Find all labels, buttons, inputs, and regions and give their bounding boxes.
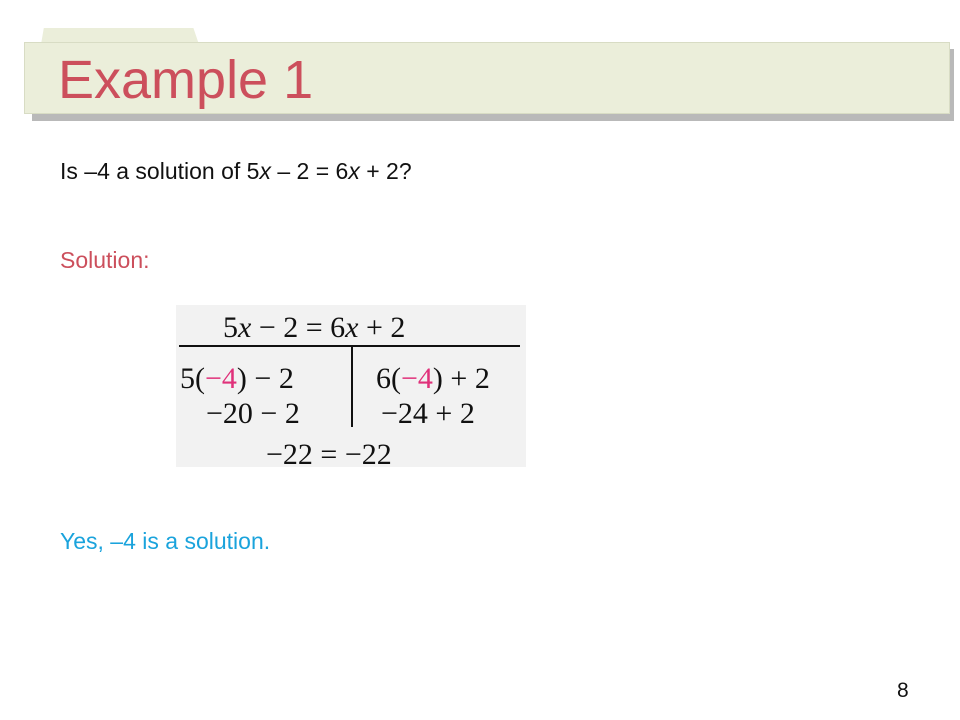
simplify-right: −24 + 2 [381,397,475,430]
substitution-right-close: ) + 2 [432,362,490,395]
equation-left-coefficient: 5 [223,311,238,344]
simplify-left: −20 − 2 [206,397,300,430]
substitution-right [376,361,490,397]
slide-title: Example 1 [58,50,314,110]
question-text [60,156,412,186]
substituted-value-left: −4 [205,362,237,395]
question-suffix: + 2? [359,158,412,184]
equation-middle: − 2 = 6 [251,311,346,344]
equation-left-variable: x [238,311,252,344]
equation-right-variable: x [345,311,359,344]
equation-right-tail: + 2 [358,311,406,344]
answer-text: Yes, –4 is a solution. [60,528,271,554]
page-number: 8 [897,679,909,702]
equation-line [223,310,405,346]
substitution-left-close: ) − 2 [236,362,294,395]
vertical-divider [351,347,353,427]
substitution-right-open: 6( [376,362,401,395]
question-prefix: Is –4 a solution of 5 [60,158,260,184]
substitution-left-open: 5( [180,362,205,395]
substitution-left [180,361,294,397]
solution-label: Solution: [60,247,150,273]
question-variable-x: x [348,158,360,184]
question-variable-x: x [259,158,271,184]
horizontal-divider [179,345,520,347]
result-line: −22 = −22 [266,438,392,471]
question-middle: – 2 = 6 [270,158,349,184]
substituted-value-right: −4 [401,362,433,395]
